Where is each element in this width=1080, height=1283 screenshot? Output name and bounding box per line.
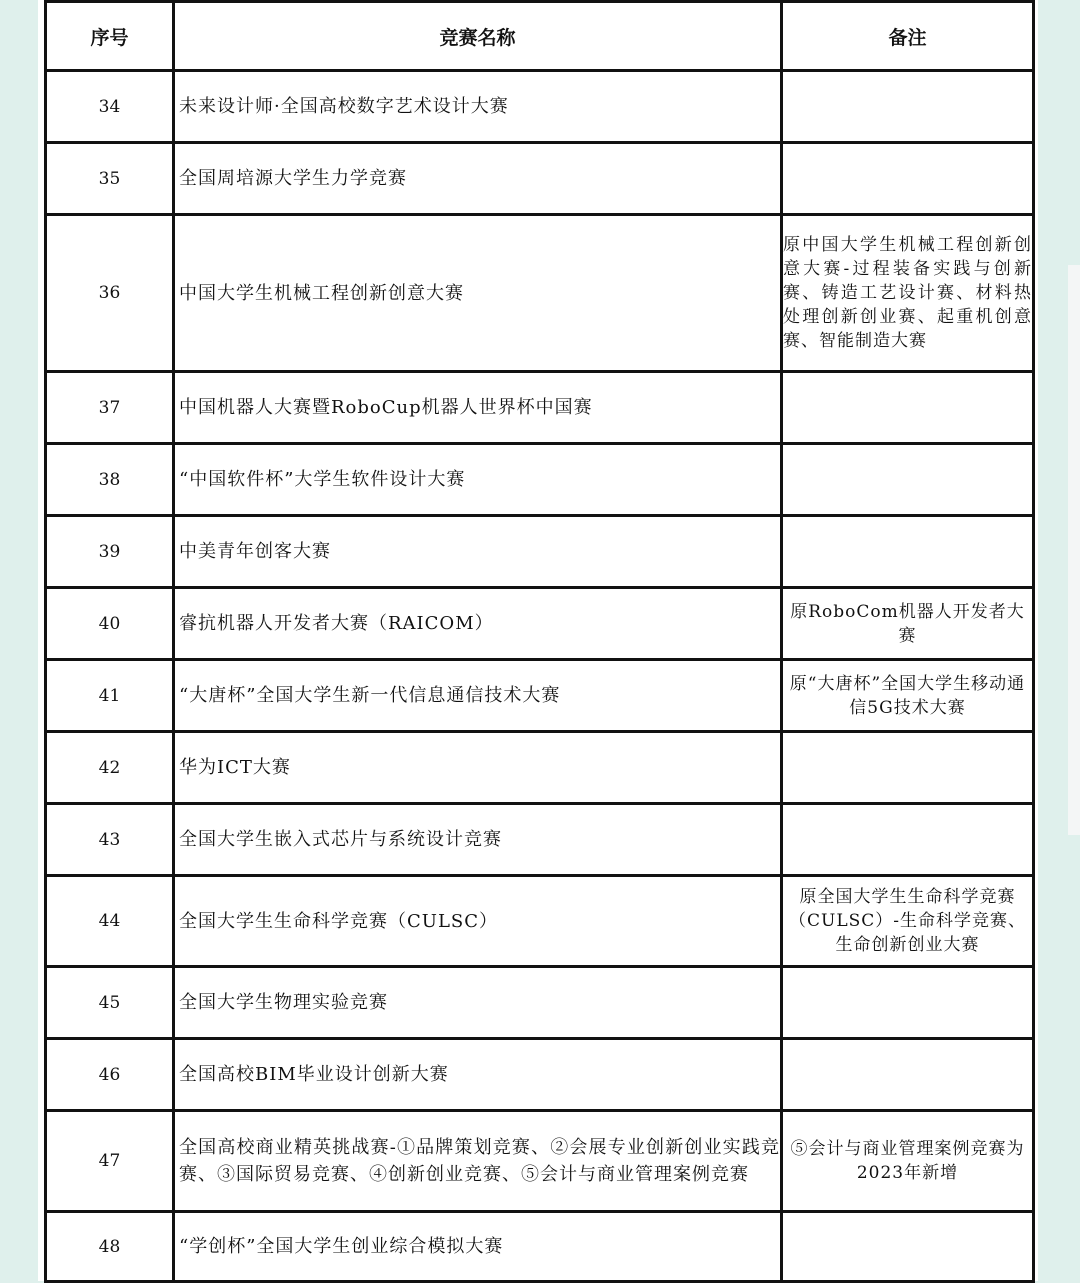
table-row bbox=[46, 804, 1034, 876]
row-note bbox=[782, 516, 1034, 588]
header-name: 竞赛名称 bbox=[174, 2, 782, 71]
row-name: 中美青年创客大赛 bbox=[174, 516, 782, 588]
row-note bbox=[782, 804, 1034, 876]
row-num: 43 bbox=[46, 804, 174, 876]
row-num: 34 bbox=[46, 71, 174, 143]
row-num: 45 bbox=[46, 967, 174, 1039]
row-note bbox=[782, 1212, 1034, 1282]
competition-table bbox=[44, 0, 1035, 1283]
table-row bbox=[46, 444, 1034, 516]
table-row bbox=[46, 215, 1034, 372]
row-note: ⑤会计与商业管理案例竞赛为2023年新增 bbox=[782, 1111, 1034, 1212]
row-note bbox=[782, 444, 1034, 516]
row-name: 未来设计师·全国高校数字艺术设计大赛 bbox=[174, 71, 782, 143]
table-header-row bbox=[46, 2, 1034, 71]
table-row bbox=[46, 1111, 1034, 1212]
row-num: 35 bbox=[46, 143, 174, 215]
row-name: 全国高校商业精英挑战赛-①品牌策划竞赛、②会展专业创新创业实践竞赛、③国际贸易竞赛、④创新创业竞赛、⑤会计与商业管理案例竞赛 bbox=[174, 1111, 782, 1212]
row-name: “学创杯”全国大学生创业综合模拟大赛 bbox=[174, 1212, 782, 1282]
table-row bbox=[46, 372, 1034, 444]
row-note: 原RoboCom机器人开发者大赛 bbox=[782, 588, 1034, 660]
row-name: 中国机器人大赛暨RoboCup机器人世界杯中国赛 bbox=[174, 372, 782, 444]
row-num: 47 bbox=[46, 1111, 174, 1212]
row-name: 华为ICT大赛 bbox=[174, 732, 782, 804]
row-note: 原“大唐杯”全国大学生移动通信5G技术大赛 bbox=[782, 660, 1034, 732]
row-name: 全国高校BIM毕业设计创新大赛 bbox=[174, 1039, 782, 1111]
row-num: 46 bbox=[46, 1039, 174, 1111]
row-num: 40 bbox=[46, 588, 174, 660]
table-row bbox=[46, 143, 1034, 215]
row-num: 44 bbox=[46, 876, 174, 967]
background-strip bbox=[1068, 265, 1080, 835]
header-num: 序号 bbox=[46, 2, 174, 71]
table-row bbox=[46, 1039, 1034, 1111]
row-name: 全国大学生物理实验竞赛 bbox=[174, 967, 782, 1039]
row-note bbox=[782, 732, 1034, 804]
row-note bbox=[782, 143, 1034, 215]
row-num: 41 bbox=[46, 660, 174, 732]
table-row bbox=[46, 71, 1034, 143]
document-page bbox=[38, 0, 1038, 1281]
row-note bbox=[782, 1039, 1034, 1111]
table-row bbox=[46, 876, 1034, 967]
row-num: 39 bbox=[46, 516, 174, 588]
row-name: 全国大学生嵌入式芯片与系统设计竞赛 bbox=[174, 804, 782, 876]
row-num: 36 bbox=[46, 215, 174, 372]
table-row bbox=[46, 967, 1034, 1039]
row-num: 48 bbox=[46, 1212, 174, 1282]
table-row bbox=[46, 1212, 1034, 1282]
row-note bbox=[782, 71, 1034, 143]
row-note bbox=[782, 372, 1034, 444]
row-name: 全国大学生生命科学竞赛（CULSC） bbox=[174, 876, 782, 967]
row-name: “大唐杯”全国大学生新一代信息通信技术大赛 bbox=[174, 660, 782, 732]
row-num: 38 bbox=[46, 444, 174, 516]
row-name: 中国大学生机械工程创新创意大赛 bbox=[174, 215, 782, 372]
table-row bbox=[46, 732, 1034, 804]
row-note: 原中国大学生机械工程创新创意大赛-过程装备实践与创新赛、铸造工艺设计赛、材料热处理创新创业赛、起重机创意赛、智能制造大赛 bbox=[782, 215, 1034, 372]
row-note bbox=[782, 967, 1034, 1039]
row-num: 37 bbox=[46, 372, 174, 444]
row-name: 睿抗机器人开发者大赛（RAICOM） bbox=[174, 588, 782, 660]
table-row bbox=[46, 588, 1034, 660]
row-note: 原全国大学生生命科学竞赛（CULSC）-生命科学竞赛、生命创新创业大赛 bbox=[782, 876, 1034, 967]
row-name: “中国软件杯”大学生软件设计大赛 bbox=[174, 444, 782, 516]
header-note: 备注 bbox=[782, 2, 1034, 71]
table-row bbox=[46, 516, 1034, 588]
row-num: 42 bbox=[46, 732, 174, 804]
row-name: 全国周培源大学生力学竞赛 bbox=[174, 143, 782, 215]
table-row bbox=[46, 660, 1034, 732]
